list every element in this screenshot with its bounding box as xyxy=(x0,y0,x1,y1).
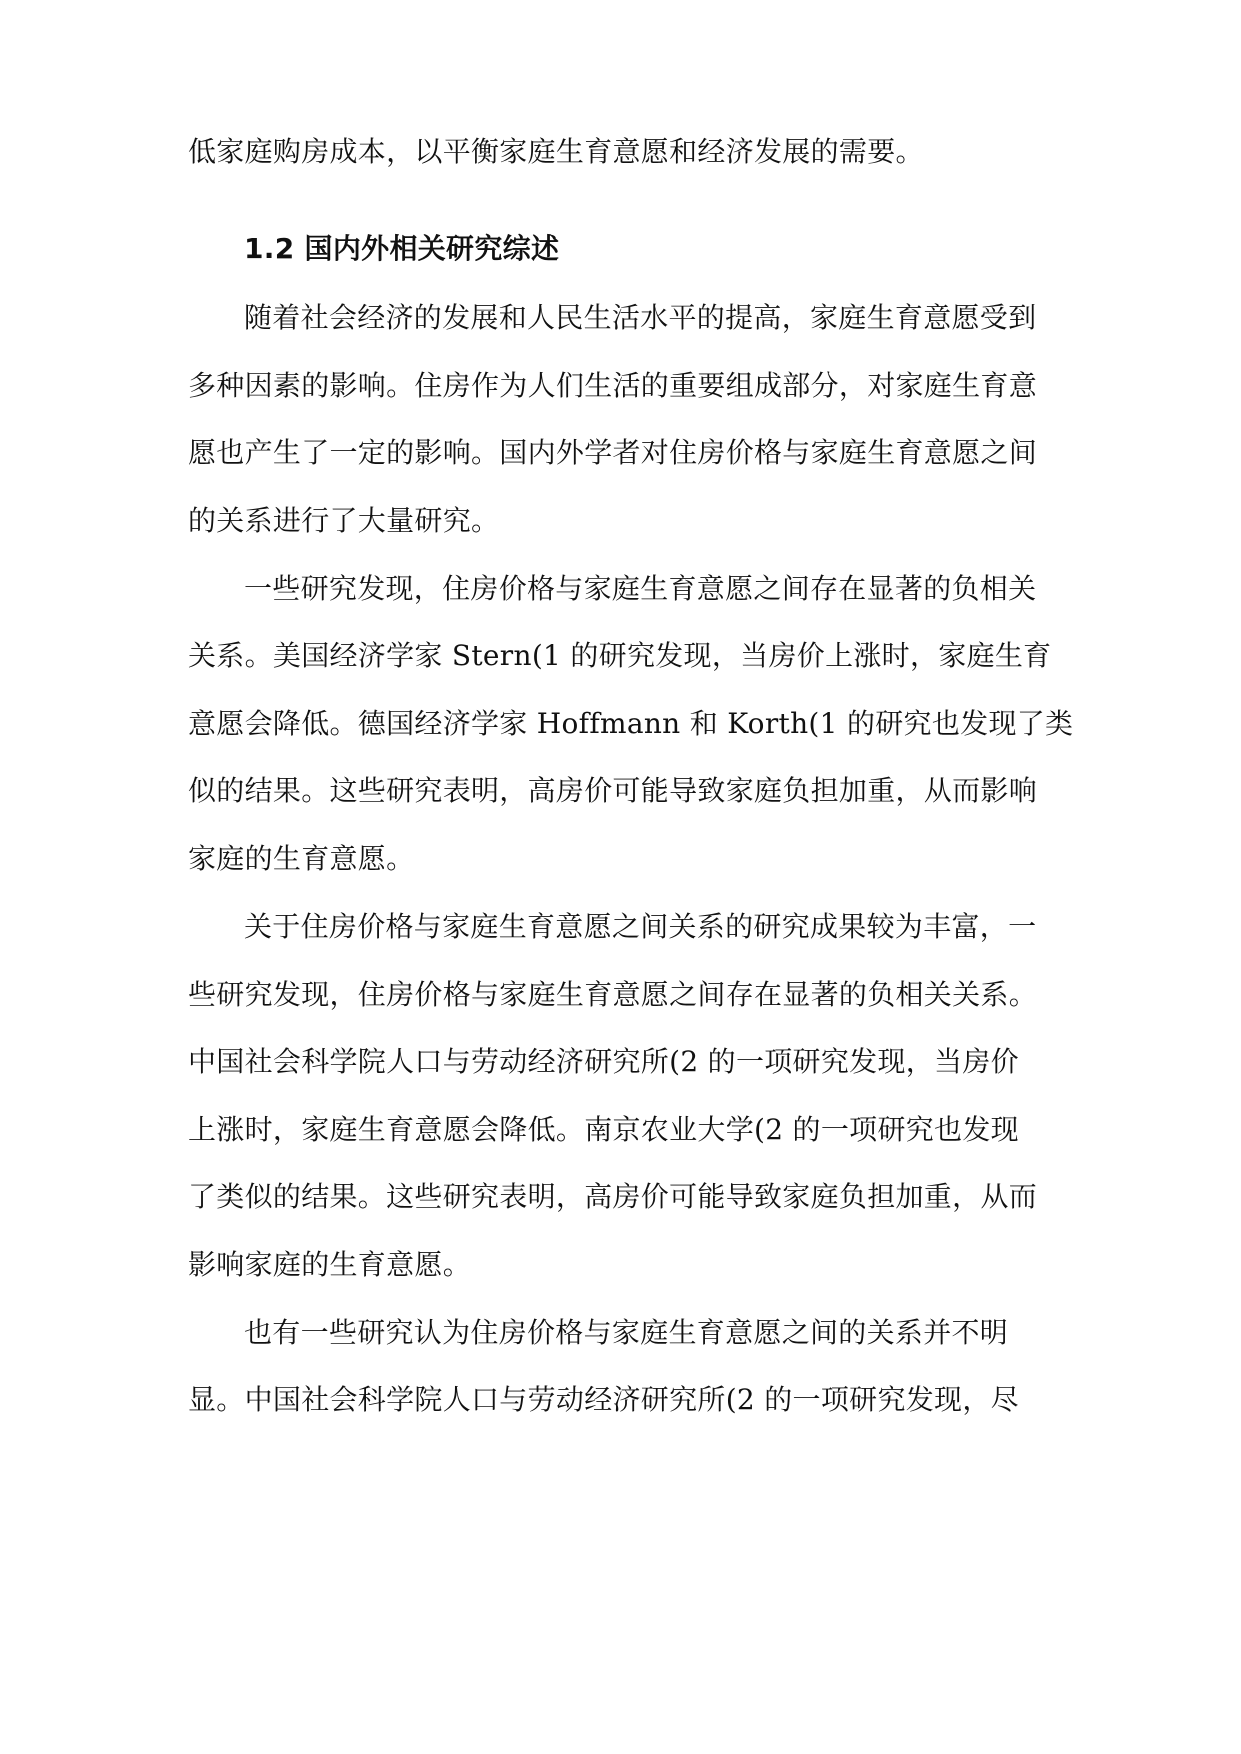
text-line: 意愿会降低。德国经济学家 Hoffmann 和 Korth(1 的研究也发现了类 xyxy=(188,707,1074,740)
text-line: 多种因素的影响。住房作为人们生活的重要组成部分，对家庭生育意 xyxy=(188,369,1038,402)
section-heading: 1.2 国内外相关研究综述 xyxy=(244,232,560,265)
text-line: 关于住房价格与家庭生育意愿之间关系的研究成果较为丰富，一 xyxy=(244,910,1037,943)
text-line: 上涨时，家庭生育意愿会降低。南京农业大学(2 的一项研究也发现 xyxy=(188,1113,1019,1146)
text-line: 影响家庭的生育意愿。 xyxy=(188,1248,472,1281)
text-line: 显。中国社会科学院人口与劳动经济研究所(2 的一项研究发现，尽 xyxy=(188,1383,1019,1416)
text-line: 家庭的生育意愿。 xyxy=(188,842,415,875)
text-line: 似的结果。这些研究表明，高房价可能导致家庭负担加重，从而影响 xyxy=(188,774,1038,807)
text-line: 一些研究发现，住房价格与家庭生育意愿之间存在显著的负相关 xyxy=(244,572,1037,605)
text-line: 也有一些研究认为住房价格与家庭生育意愿之间的关系并不明 xyxy=(244,1316,1009,1349)
text-line: 的关系进行了大量研究。 xyxy=(188,504,500,537)
text-line: 些研究发现，住房价格与家庭生育意愿之间存在显著的负相关关系。 xyxy=(188,978,1038,1011)
text-line: 随着社会经济的发展和人民生活水平的提高，家庭生育意愿受到 xyxy=(244,301,1037,334)
text-line: 愿也产生了一定的影响。国内外学者对住房价格与家庭生育意愿之间 xyxy=(188,436,1038,469)
text-line: 低家庭购房成本，以平衡家庭生育意愿和经济发展的需要。 xyxy=(188,135,924,168)
text-line: 中国社会科学院人口与劳动经济研究所(2 的一项研究发现，当房价 xyxy=(188,1045,1019,1078)
text-line: 关系。美国经济学家 Stern(1 的研究发现，当房价上涨时，家庭生育 xyxy=(188,639,1052,672)
text-line: 了类似的结果。这些研究表明，高房价可能导致家庭负担加重，从而 xyxy=(188,1180,1038,1213)
